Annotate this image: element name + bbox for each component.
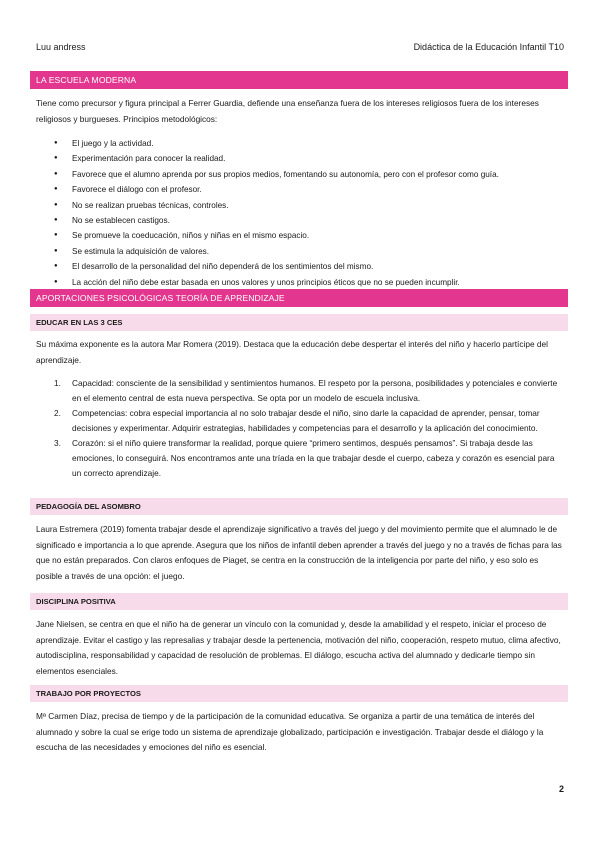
list-item	[36, 406, 564, 436]
asombro-text: Laura Estremera (2019) fomenta trabajar desde el aprendizaje significativo a través del juego y del movimiento permite que el alumnado le de significado e importancia a lo que aprende. Asegura que los niños de infantil deben aprender a través del juego y no a través de fichas para las que no están preparados. Con claros enfoques de Piaget, se centra en la construcción de la inteligencia por parte del niño, y eso solo es posible a través de una opción: el juego.	[36, 524, 562, 581]
header-author: Luu andress	[36, 42, 86, 52]
item-number: 3.	[54, 438, 61, 448]
page-number: 2	[558, 784, 564, 794]
item-text: Competencias: cobra especial importancia al no solo trabajar desde el niño, sino darle la capacidad de aprender, pensar, tomar decisiones y experimentar. Adquirir estrategias, habilidades y competencias para el desarrollo y la aplicación del conocimiento.	[72, 408, 540, 433]
list-item: ● El juego y la actividad.	[36, 136, 564, 151]
principles-list	[36, 136, 564, 290]
proyectos-text: Mª Carmen Díaz, precisa de tiempo y de la participación de la comunidad educativa. Se organiza a partir de una temática de interés del alumnado y sobre la cual se erige todo un sistema de aprendizaje globalizado, participación e investigación. Trabajar desde el diálogo y la escucha de las necesidades y emociones del niño es esencial.	[36, 711, 544, 752]
subsection-title-educar-3-ces: EDUCAR EN LAS 3 CES	[30, 314, 568, 331]
list-item: ● La acción del niño debe estar basada en unos valores y unos principios éticos que no se pueden incumplir.	[36, 275, 564, 290]
list-item	[36, 376, 564, 406]
list-item: ● Favorece el diálogo con el profesor.	[36, 182, 564, 197]
subsection-title-proyectos: TRABAJO POR PROYECTOS	[30, 685, 568, 702]
section-title-aportaciones: APORTACIONES PSICOLÓGICAS TEORÍA DE APRENDIZAJE	[30, 289, 568, 307]
subsection-title-disciplina: DISCIPLINA POSITIVA	[30, 593, 568, 610]
list-item: ● Se estimula la adquisición de valores.	[36, 244, 564, 259]
item-text: Capacidad: consciente de la sensibilidad y sentimientos humanos. El respeto por la persona, posibilidades y potenciales e convierte en el elemento central de esta nueva perspectiva. Se opta por un modelo de escuela inclusiva.	[72, 378, 558, 403]
three-ces-list	[36, 376, 564, 481]
subsection-title-asombro: PEDAGOGÍA DEL ASOMBRO	[30, 498, 568, 515]
list-item: ● Se promueve la coeducación, niños y niñas en el mismo espacio.	[36, 228, 564, 243]
disciplina-text: Jane Nielsen, se centra en que el niño ha de generar un vínculo con la comunidad y, desde la amabilidad y el respeto, iniciar el proceso de aprendizaje. Evitar el castigo y las represalias y trabajar desde la pertenencia, motivación del niño, cooperación, respeto mutuo, clima afectivo, autodisciplina, responsabilidad y capacidad de resolución de problemas. El diálogo, escucha activa del alumnado y dedicarle tiempo sin elementos esenciales.	[36, 619, 561, 676]
header-course: Didáctica de la Educación Infantil T10	[413, 42, 564, 52]
list-item: ● No se establecen castigos.	[36, 213, 564, 228]
escuela-moderna-intro: Tiene como precursor y figura principal a Ferrer Guardia, defiende una enseñanza fuera de los intereses religiosos fuera de los intereses religiosos y burgueses. Principios metodológicos:	[36, 98, 539, 124]
item-text: Corazón: si el niño quiere transformar la realidad, porque quiere “primero sentimos, después pensamos”. Si trabaja desde las emociones, lo conseguirá. Nos encontramos ante una tríada en la que trabajar desde el cuerpo, cabeza y corazón es esencial para un correcto aprendizaje.	[72, 438, 555, 478]
list-item: ● No se realizan pruebas técnicas, controles.	[36, 198, 564, 213]
list-item: ● El desarrollo de la personalidad del niño dependerá de los sentimientos del mismo.	[36, 259, 564, 274]
list-item	[36, 436, 564, 481]
list-item: ● Favorece que el alumno aprenda por sus propios medios, fomentando su autonomía, pero con el profesor como guía.	[36, 167, 564, 182]
educar-intro: Su máxima exponente es la autora Mar Romera (2019). Destaca que la educación debe despertar el interés del niño y hacerlo partícipe del aprendizaje.	[36, 339, 548, 365]
item-number: 2.	[54, 408, 61, 418]
section-title-escuela-moderna: LA ESCUELA MODERNA	[30, 71, 568, 89]
item-number: 1.	[54, 378, 61, 388]
list-item: ● Experimentación para conocer la realidad.	[36, 151, 564, 166]
